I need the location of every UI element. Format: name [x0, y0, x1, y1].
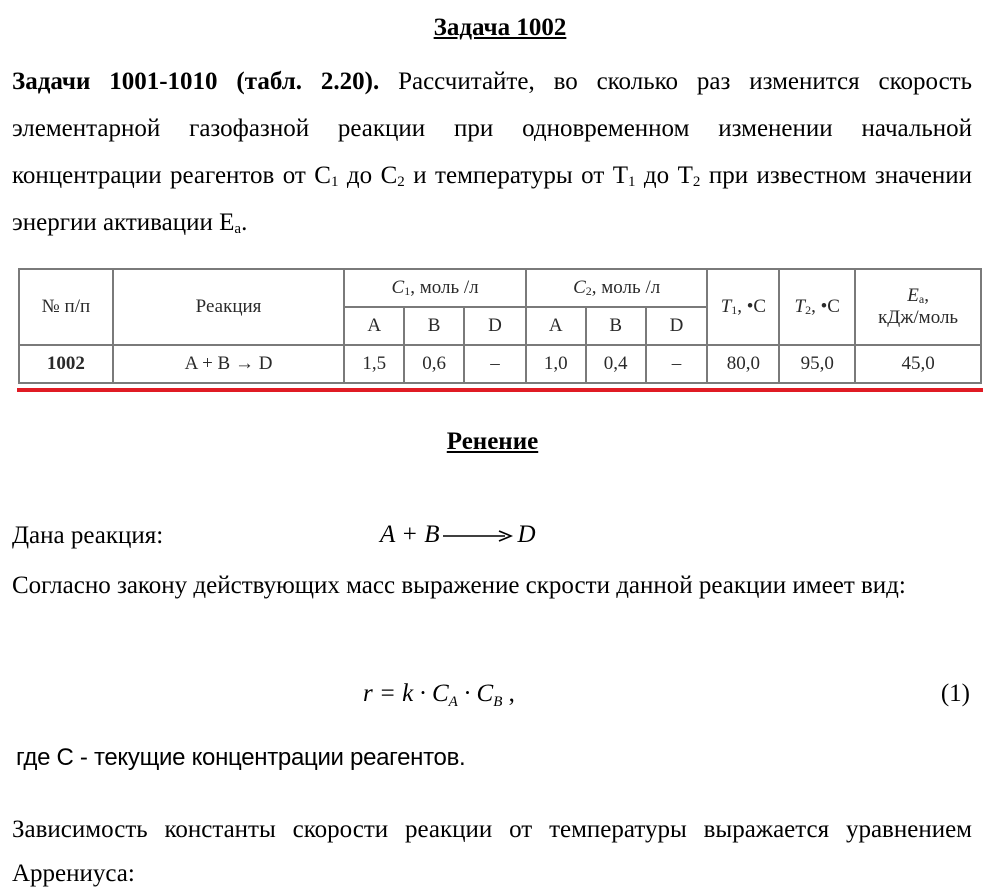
subscript: A [448, 694, 458, 710]
cell-c1-d: – [464, 345, 526, 383]
statement-text: . [241, 209, 248, 236]
header-c2 [526, 269, 708, 307]
header-c2-unit: , моль /л [591, 277, 661, 298]
header-c1 [344, 269, 526, 307]
cell-c2-b: 0,4 [586, 345, 646, 383]
subheader-c1-d: D [464, 307, 526, 345]
cell-c1-a: 1,5 [344, 345, 404, 383]
formula-part: r = k · C [363, 680, 449, 707]
statement-text: Рассчитайте, во сколько раз изменится скорость элементарной газофазной реакции при одновременном изменении начальной концентрации реагентов от C [12, 68, 973, 189]
subheader-c1-b: B [404, 307, 464, 345]
subscript: 1 [627, 174, 636, 190]
data-table [18, 268, 982, 384]
reaction-reactants: A + B [380, 521, 440, 548]
header-c1-unit: , моль /л [410, 277, 479, 298]
cell-t2: 95,0 [779, 345, 855, 383]
subscript: B [493, 694, 503, 710]
subscript: a [234, 221, 242, 237]
header-t1-unit: , •C [737, 296, 767, 317]
mass-action-paragraph: Согласно закону действующих масс выражение скрости данной реакции имеет вид: [12, 572, 906, 599]
header-t2-unit: , •C [811, 296, 840, 317]
rate-formula [363, 680, 515, 708]
cell-t1: 80,0 [707, 345, 779, 383]
cell-c1-b: 0,6 [404, 345, 464, 383]
where-note: где С - текущие концентрации реагентов. [16, 744, 466, 771]
solution-title: Ренение [446, 428, 539, 455]
reaction-product: D [517, 521, 536, 548]
problem-title: Задача 1002 [433, 14, 567, 41]
subheader-c1-a: A [344, 307, 404, 345]
reaction-arrow-icon [443, 529, 513, 543]
problem-range-label: Задачи 1001-1010 (табл. 2.20). [12, 68, 380, 95]
header-num: № п/п [19, 269, 113, 345]
header-reaction: Реакция [113, 269, 344, 345]
subheader-c2-a: A [526, 307, 586, 345]
cell-num: 1002 [19, 345, 113, 383]
cell-reaction: A + B → D [113, 345, 344, 383]
subscript: 1 [330, 174, 339, 190]
given-label: Дана реакция: [12, 522, 164, 549]
header-t1 [707, 269, 779, 345]
cell-ea: 45,0 [855, 345, 981, 383]
subscript: 2 [805, 303, 812, 317]
statement-text: до C [338, 162, 398, 189]
subscript: 2 [692, 174, 701, 190]
subscript: 2 [397, 174, 405, 190]
arrhenius-paragraph: Зависимость константы скорости реакции от температуры выражается уравнением Аррениуса: [12, 816, 972, 887]
equation-number: (1) [940, 680, 970, 707]
subscript: a [918, 292, 925, 306]
subheader-c2-d: D [646, 307, 708, 345]
header-ea [855, 269, 981, 345]
header-c2-letter: C [573, 277, 586, 298]
table-row [19, 345, 981, 383]
header-ea-unit: кДж/моль [878, 307, 959, 328]
subheader-c2-b: B [586, 307, 646, 345]
statement-text: при известном значении энергии активации E [12, 162, 973, 236]
statement-text: до T [635, 162, 693, 189]
header-ea-letter: E [907, 285, 919, 306]
subscript: 2 [585, 284, 592, 298]
header-ea-comma: , [924, 285, 929, 306]
subscript: 1 [731, 303, 738, 317]
red-underline [17, 388, 983, 392]
data-table-wrapper [18, 268, 982, 384]
header-c1-letter: C [391, 277, 405, 298]
header-t2-letter: T [794, 296, 806, 317]
formula-part: · C [457, 680, 494, 707]
cell-c2-a: 1,0 [526, 345, 586, 383]
header-t1-letter: T [720, 296, 732, 317]
subscript: 1 [404, 284, 411, 298]
statement-text: и температуры от T [404, 162, 628, 189]
cell-c2-d: – [646, 345, 708, 383]
header-t2 [779, 269, 855, 345]
formula-part: , [502, 680, 515, 707]
problem-statement [12, 58, 972, 246]
reaction-equation [380, 521, 536, 549]
